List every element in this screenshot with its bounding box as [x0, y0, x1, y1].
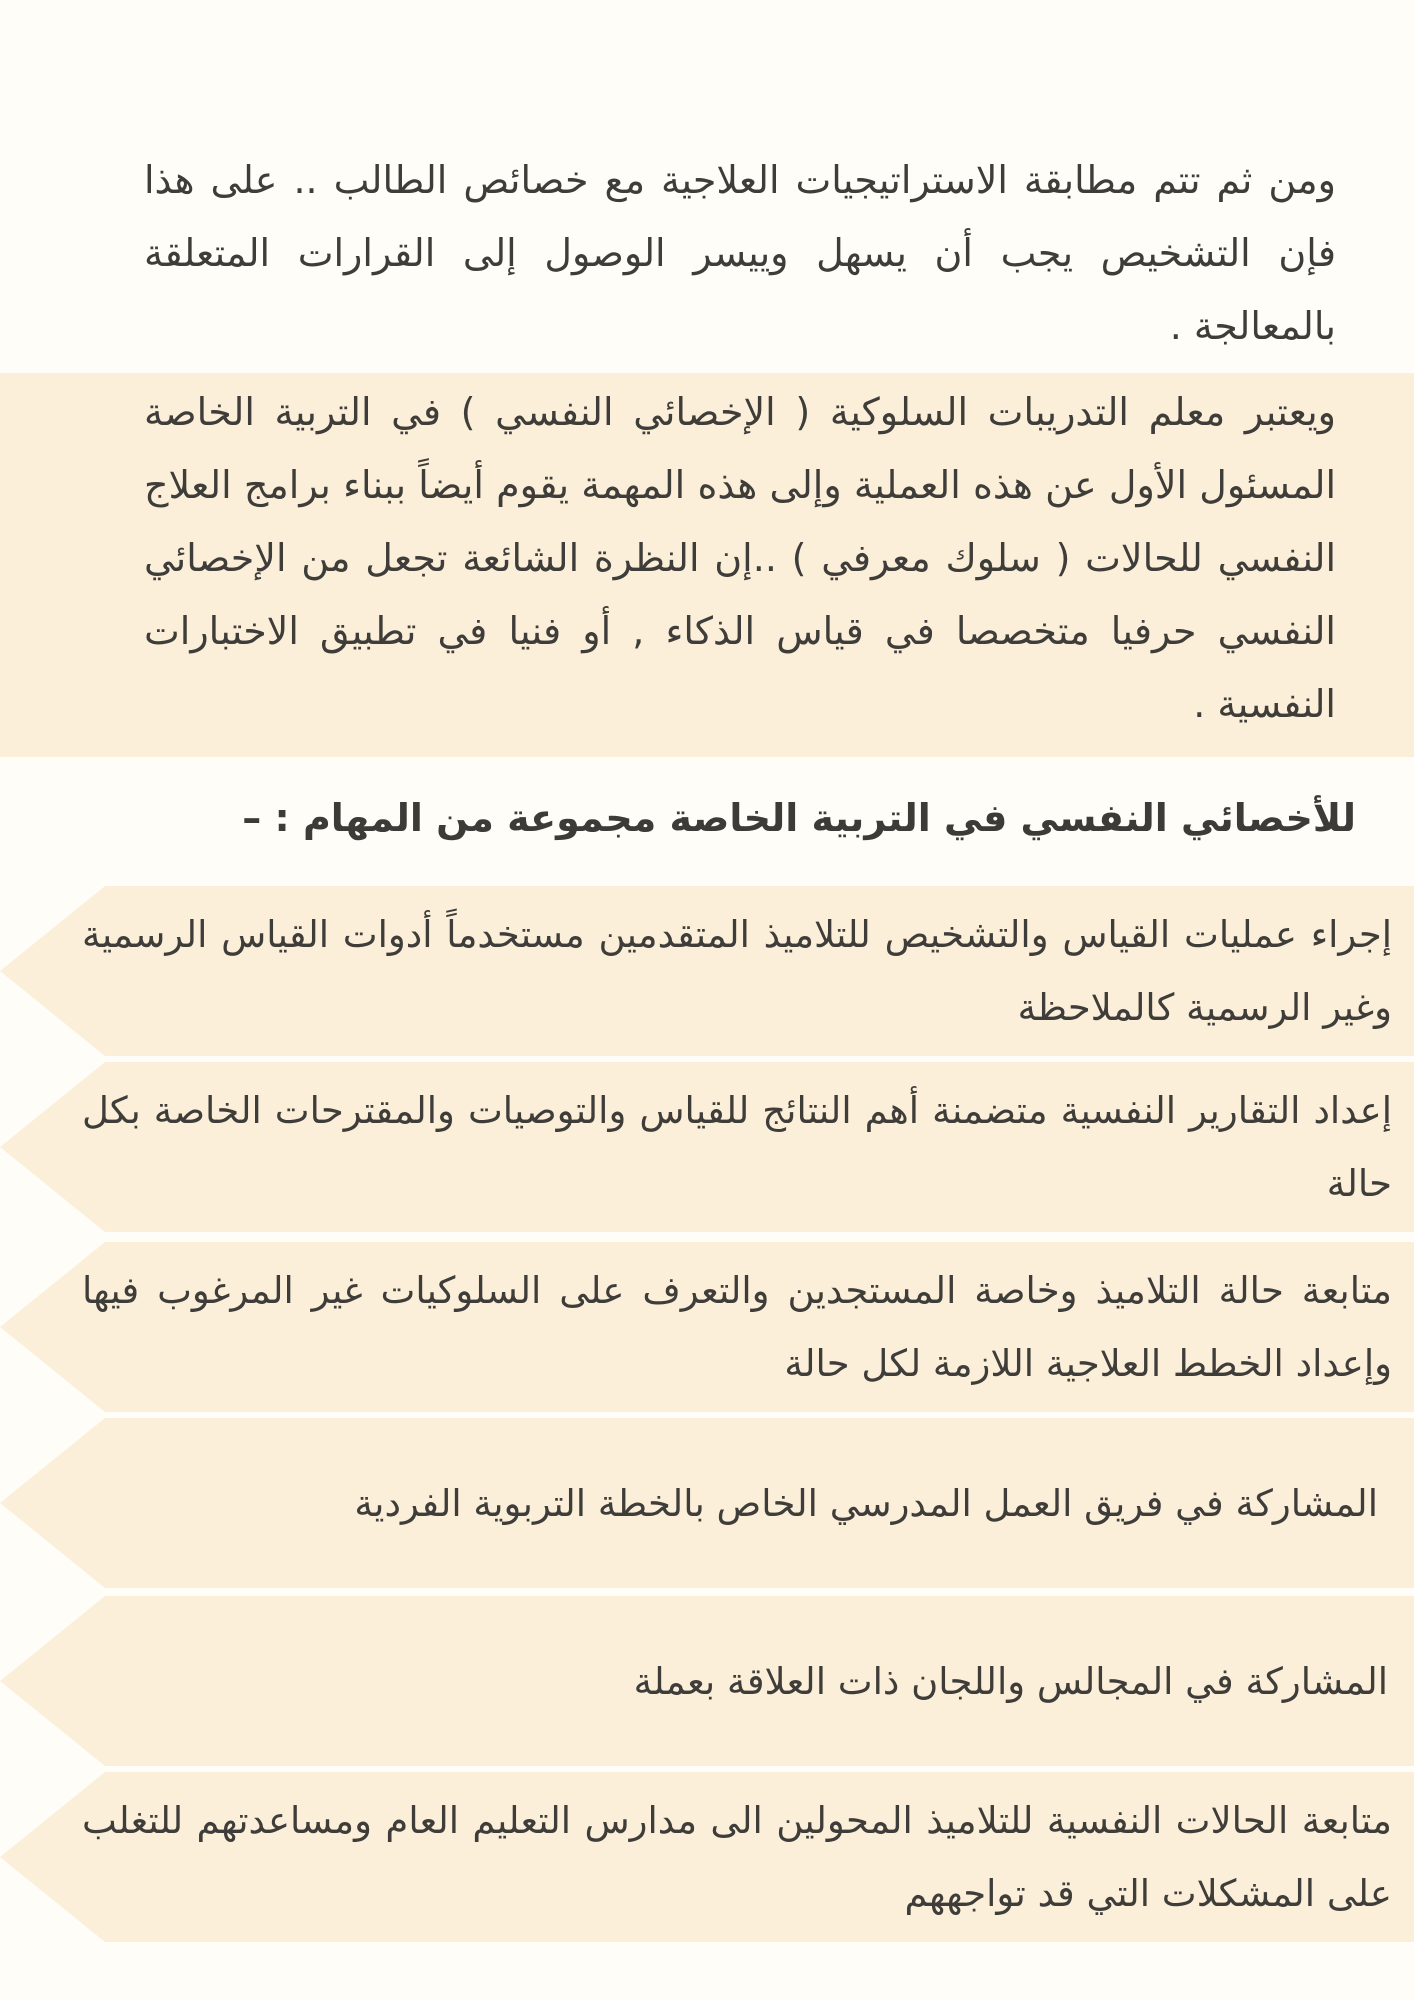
task-item-2 [0, 1062, 1414, 1232]
role-paragraph: ويعتبر معلم التدريبات السلوكية ( الإخصائي النفسي ) في التربية الخاصة المسئول الأول عن هذه العملية وإلى هذه المهمة يقوم أيضاً ببناء برامج العلاج النفسي للحالات ( سلوك معرفي ) ..إن النظرة الشائعة تجعل من الإخصائي النفسي حرفيا متخصصا في قياس الذكاء , أو فنيا في تطبيق الاختبارات النفسية . [144, 390, 1336, 726]
task-text: المشاركة في فريق العمل المدرسي الخاص بالخطة التربوية الفردية [354, 1481, 1378, 1525]
task-text: إعداد التقارير النفسية متضمنة أهم النتائج للقياس والتوصيات والمقترحات الخاصة بكل حالة [82, 1089, 1392, 1205]
intro-paragraph: ومن ثم تتم مطابقة الاستراتيجيات العلاجية مع خصائص الطالب .. على هذا فإن التشخيص يجب أن يسهل وييسر الوصول إلى القرارات المتعلقة بالمعالجة . [144, 158, 1336, 348]
task-text: متابعة الحالات النفسية للتلاميذ المحولين الى مدارس التعليم العام ومساعدتهم للتغلب على المشكلات التي قد تواجههم [82, 1799, 1392, 1915]
task-text: متابعة حالة التلاميذ وخاصة المستجدين والتعرف على السلوكيات غير المرغوب فيها وإعداد الخطط العلاجية اللازمة لكل حالة [82, 1269, 1392, 1385]
task-text: إجراء عمليات القياس والتشخيص للتلاميذ المتقدمين مستخدماً أدوات القياس الرسمية وغير الرسمية كالملاحظة [82, 913, 1392, 1029]
tasks-heading: للأخصائي النفسي في التربية الخاصة مجموعة من المهام : – [242, 796, 1356, 840]
task-item-4 [0, 1418, 1414, 1588]
task-item-1 [0, 886, 1414, 1056]
task-item-5 [0, 1596, 1414, 1766]
task-text: المشاركة في المجالس واللجان ذات العلاقة بعملة [633, 1659, 1388, 1703]
task-item-3 [0, 1242, 1414, 1412]
task-item-6 [0, 1772, 1414, 1942]
